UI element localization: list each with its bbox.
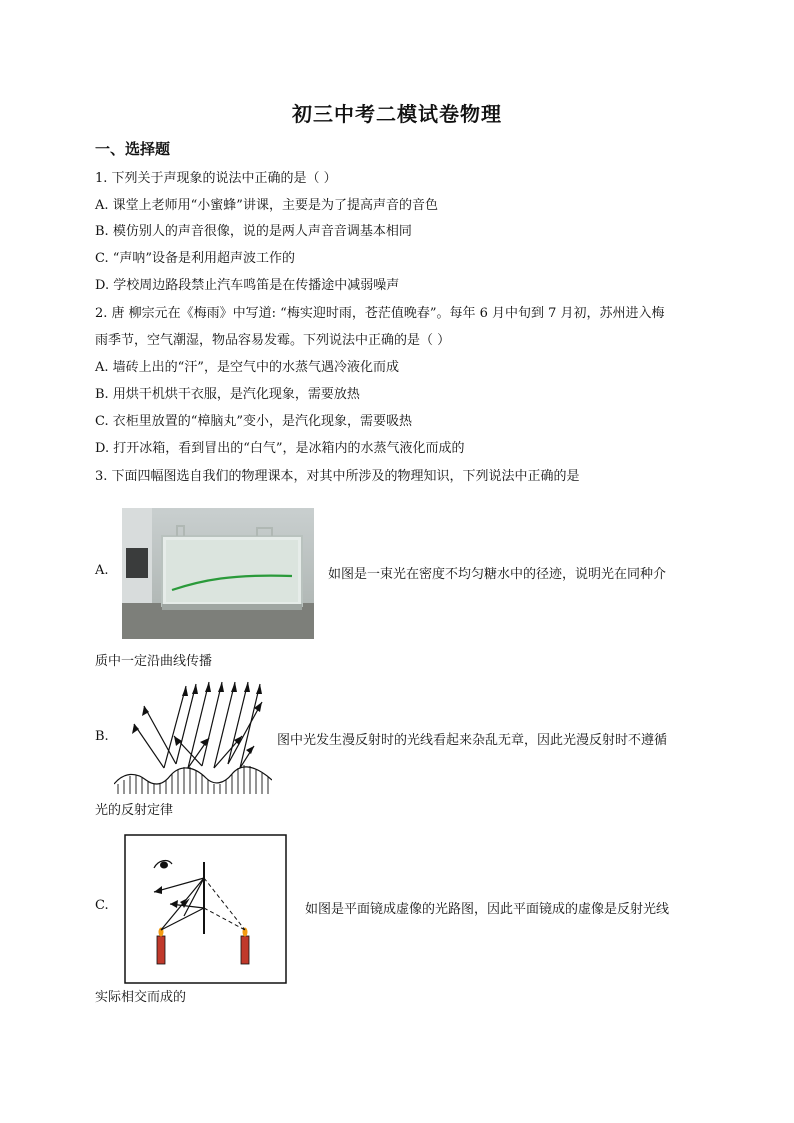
q1-option-d: D. 学校周边路段禁止汽车鸣笛是在传播途中减弱噪声 — [95, 278, 400, 293]
q3-option-a-text: 如图是一束光在密度不均匀糖水中的径迹，说明光在同种介 — [328, 567, 667, 582]
q2-option-d: D. 打开冰箱，看到冒出的“白气”，是冰箱内的水蒸气液化而成的 — [95, 441, 465, 456]
q2-option-a: A. 墙砖上出的“汗”，是空气中的水蒸气遇冷液化而成 — [95, 360, 399, 375]
q2-option-b: B. 用烘干机烘干衣服，是汽化现象，需要放热 — [95, 387, 360, 402]
q2-stem-line2: 雨季节，空气潮湿，物品容易发霉。下列说法中正确的是（ ） — [95, 333, 451, 348]
plane-mirror-ray-diagram — [124, 834, 287, 984]
diffuse-reflection-diagram — [114, 676, 272, 794]
q3-option-b-letter: B. — [95, 729, 109, 744]
q2-option-c: C. 衣柜里放置的“樟脑丸”变小，是汽化现象，需要吸热 — [95, 414, 413, 429]
section-heading: 一、选择题 — [95, 140, 171, 158]
q1-option-a: A. 课堂上老师用“小蜜蜂”讲课，主要是为了提高声音的音色 — [95, 198, 438, 213]
q3-option-b-cont: 光的反射定律 — [95, 803, 174, 818]
q3-option-c-letter: C. — [95, 898, 109, 913]
q1-option-c: C. “声呐”设备是利用超声波工作的 — [95, 251, 296, 266]
q1-option-b: B. 模仿别人的声音很像，说的是两人声音音调基本相同 — [95, 224, 412, 239]
q1-stem: 1. 下列关于声现象的说法中正确的是（ ） — [95, 171, 337, 186]
sugar-water-tank-photo — [122, 508, 314, 639]
q3-option-c-cont: 实际相交而成的 — [95, 990, 187, 1005]
page-title: 初三中考二模试卷物理 — [292, 102, 502, 126]
q3-option-b-text: 图中光发生漫反射时的光线看起来杂乱无章，因此光漫反射时不遵循 — [277, 733, 668, 748]
q3-option-a-cont: 质中一定沿曲线传播 — [95, 654, 213, 669]
q2-stem-line1: 2. 唐 柳宗元在《梅雨》中写道: “梅实迎时雨，苍茫值晚春”。每年 6 月中旬到 7 月初，苏州进入梅 — [95, 306, 665, 321]
q3-option-c-text: 如图是平面镜成虚像的光路图，因此平面镜成的虚像是反射光线 — [305, 902, 670, 917]
q3-option-a-letter: A. — [95, 563, 109, 578]
q3-stem: 3. 下面四幅图选自我们的物理课本，对其中所涉及的物理知识，下列说法中正确的是 — [95, 469, 580, 484]
